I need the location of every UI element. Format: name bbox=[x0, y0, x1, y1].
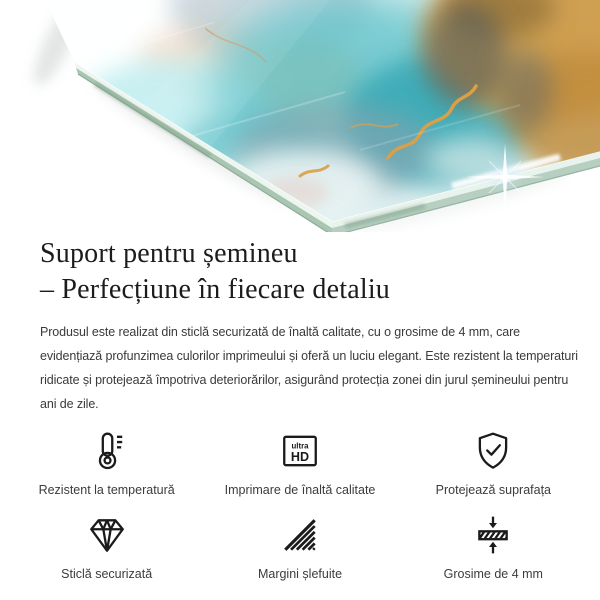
product-photo bbox=[0, 0, 600, 232]
title-line-1: Suport pentru șemineu bbox=[40, 238, 298, 269]
feature-label: Grosime de 4 mm bbox=[443, 567, 543, 581]
svg-text:HD: HD bbox=[290, 449, 310, 464]
svg-text:ultra: ultra bbox=[291, 441, 309, 451]
feature-item bbox=[397, 512, 590, 582]
shield-check-icon bbox=[472, 430, 514, 472]
feature-label: Imprimare de înaltă calitate bbox=[224, 483, 376, 497]
ultra-hd-icon bbox=[279, 430, 321, 472]
feature-item bbox=[10, 512, 203, 582]
polished-edges-icon bbox=[279, 514, 321, 556]
thickness-icon bbox=[472, 514, 514, 556]
title-line-2: – Perfecțiune în fiecare detaliu bbox=[40, 274, 391, 305]
thermometer-icon bbox=[86, 430, 128, 472]
feature-item bbox=[203, 512, 396, 582]
feature-label: Protejează suprafața bbox=[435, 483, 551, 497]
feature-label: Sticlă securizată bbox=[61, 567, 153, 581]
page-title bbox=[40, 236, 560, 308]
product-description: Produsul este realizat din sticlă securizată de înaltă calitate, cu o grosime de 4 mm, care evidențiază profunzimea culorilor imprimeului și oferă un luciu elegant. Este rezistent la temperaturi ridicate și protejează împotriva deteriorărilor, asigurând protecția zonei din jurul șemineului pentru ani de zile. bbox=[40, 325, 578, 411]
feature-label: Rezistent la temperatură bbox=[38, 483, 175, 497]
feature-label: Margini șlefuite bbox=[257, 567, 343, 581]
features-grid bbox=[10, 428, 590, 582]
feature-item bbox=[397, 428, 590, 498]
feature-item bbox=[10, 428, 203, 498]
diamond-icon bbox=[86, 514, 128, 556]
feature-item bbox=[203, 428, 396, 498]
